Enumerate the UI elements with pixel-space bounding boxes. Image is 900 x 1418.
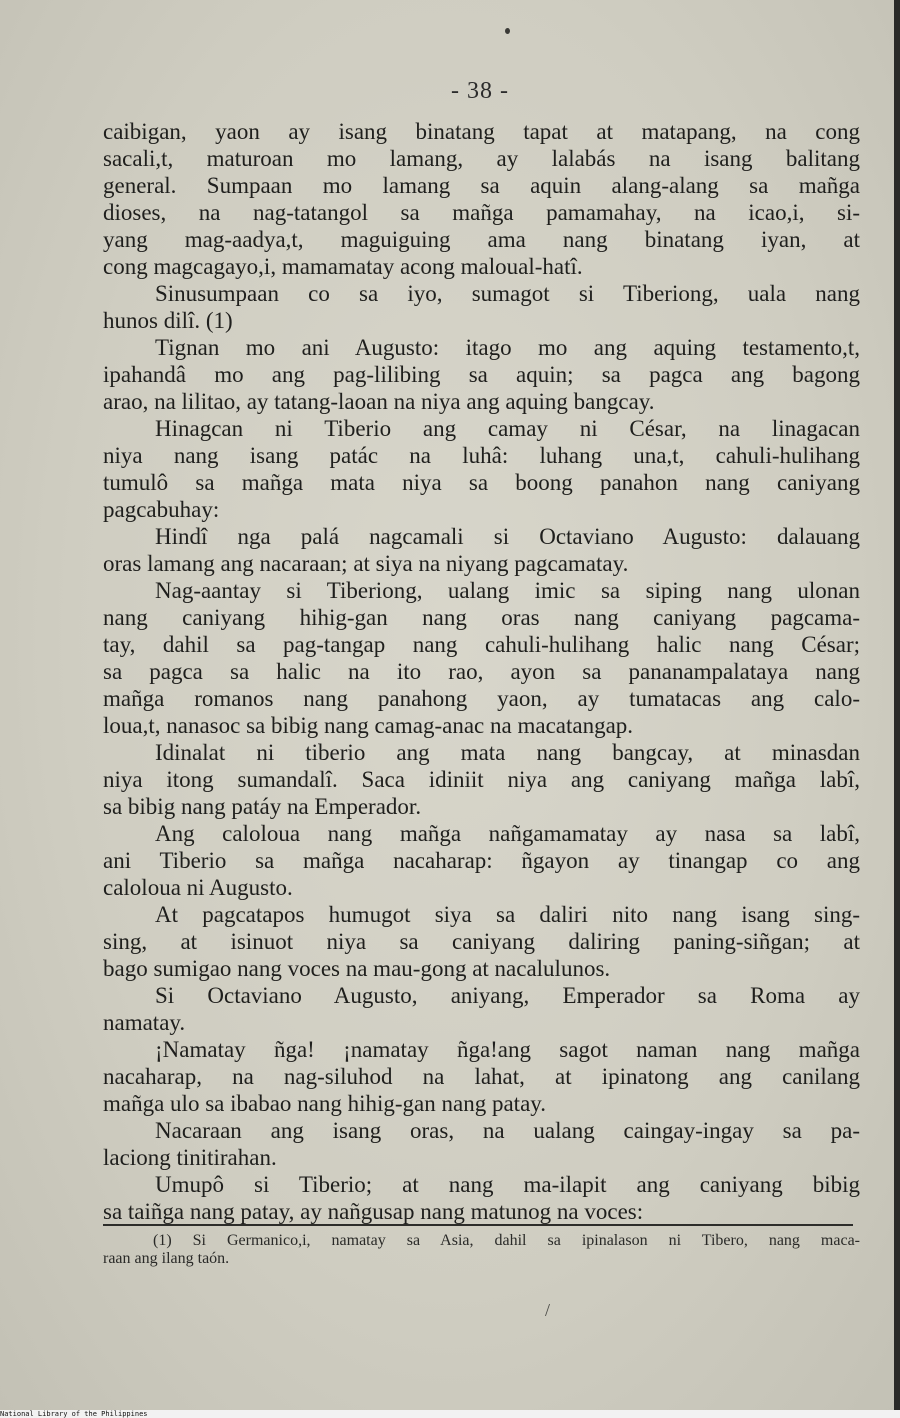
text-line: tay, dahil sa pag-tangap nang cahuli-hulihang halic nang César; — [103, 632, 860, 657]
text-line: Si Octaviano Augusto, aniyang, Emperador sa Roma ay — [155, 983, 860, 1008]
body-text — [103, 118, 860, 1225]
library-credit: National Library of the Philippines — [0, 1410, 900, 1418]
footnote — [103, 1232, 860, 1268]
text-line: namatay. — [103, 1010, 186, 1035]
text-line: Nag-aantay si Tiberiong, ualang imic sa siping nang ulonan — [155, 578, 860, 603]
text-line: laciong tinitirahan. — [103, 1145, 277, 1170]
text-line: Hinagcan ni Tiberio ang camay ni César, na linagacan — [155, 416, 860, 441]
text-line: ani Tiberio sa mañga nacaharap: ñgayon ay tinangap co ang — [103, 848, 860, 873]
text-line: dioses, na nag-tatangol sa mañga pamamahay, na icao,i, si- — [103, 200, 860, 225]
text-line: sacali,t, maturoan mo lamang, ay lalabás na isang balitang — [103, 146, 860, 171]
text-line: mañga romanos nang panahong yaon, ay tumatacas ang calo- — [103, 686, 860, 711]
text-line: oras lamang ang nacaraan; at siya na niyang pagcamatay. — [103, 551, 629, 576]
text-line: caloloua ni Augusto. — [103, 875, 293, 900]
text-line: Idinalat ni tiberio ang mata nang bangcay, at minasdan — [155, 740, 860, 765]
text-line: yang mag-aadya,t, maguiguing ama nang binatang iyan, at — [103, 227, 860, 252]
text-line: nacaharap, na nag-siluhod na lahat, at ipinatong ang canilang — [103, 1064, 860, 1089]
text-line: At pagcatapos humugot siya sa daliri nito nang isang sing- — [155, 902, 860, 927]
footnote-line: (1) Si Germanico,i, namatay sa Asia, dahil sa ipinalason ni Tibero, nang maca- — [153, 1232, 860, 1249]
text-line: caibigan, yaon ay isang binatang tapat at matapang, na cong — [103, 119, 860, 144]
stray-mark: / — [545, 1300, 551, 1320]
text-line: nang caniyang hihig-gan nang oras nang caniyang pagcama- — [103, 605, 860, 630]
text-line: sing, at isinuot niya sa caniyang daliring paning-siñgan; at — [103, 929, 860, 954]
text-line: ¡Namatay ñga! ¡namatay ñga!ang sagot naman nang mañga — [155, 1037, 860, 1062]
text-line: Tignan mo ani Augusto: itago mo ang aquing testamento,t, — [155, 335, 860, 360]
text-line: hunos dilî. (1) — [103, 308, 233, 333]
text-line: sa pagca sa halic na ito rao, ayon sa pananampalataya nang — [103, 659, 860, 684]
text-line: Umupô si Tiberio; at nang ma-ilapit ang caniyang bibig — [155, 1172, 860, 1197]
footnote-rule — [103, 1224, 853, 1226]
text-line: general. Sumpaan mo lamang sa aquin alang-alang sa mañga — [103, 173, 860, 198]
text-line: Nacaraan ang isang oras, na ualang caingay-ingay sa pa- — [155, 1118, 860, 1143]
text-line: pagcabuhay: — [103, 497, 220, 522]
text-line: mañga ulo sa ibabao nang hihig-gan nang patay. — [103, 1091, 547, 1116]
text-line: bago sumigao nang voces na mau-gong at nacalulunos. — [103, 956, 611, 981]
text-line: Hindî nga palá nagcamali si Octaviano Augusto: dalauang — [155, 524, 860, 549]
footnote-line: raan ang ilang taón. — [103, 1250, 230, 1267]
text-line: niya itong sumandalî. Saca idiniit niya ang caniyang mañga labî, — [103, 767, 860, 792]
text-line: arao, na lilitao, ay tatang-laoan na niya ang aquing bangcay. — [103, 389, 655, 414]
text-line: tumulô sa mañga mata niya sa boong panahon nang caniyang — [103, 470, 860, 495]
ink-dot — [505, 28, 510, 34]
text-line: sa bibig nang patáy na Emperador. — [103, 794, 422, 819]
text-line: niya nang isang patác na luhâ: luhang una,t, cahuli-hulihang — [103, 443, 860, 468]
page-number: - 38 - — [451, 78, 509, 104]
text-line: Sinusumpaan co sa iyo, sumagot si Tiberiong, uala nang — [155, 281, 860, 306]
page-edge — [894, 0, 900, 1410]
text-line: cong magcagayo,i, mamamatay acong maloual-hatî. — [103, 254, 583, 279]
text-line: ipahandâ mo ang pag-lilibing sa aquin; sa pagca ang bagong — [103, 362, 860, 387]
text-line: sa taiñga nang patay, ay nañgusap nang matunog na voces: — [103, 1199, 644, 1224]
text-line: loua,t, nanasoc sa bibig nang camag-anac na macatangap. — [103, 713, 634, 738]
text-line: Ang caloloua nang mañga nañgamamatay ay nasa sa labî, — [155, 821, 860, 846]
